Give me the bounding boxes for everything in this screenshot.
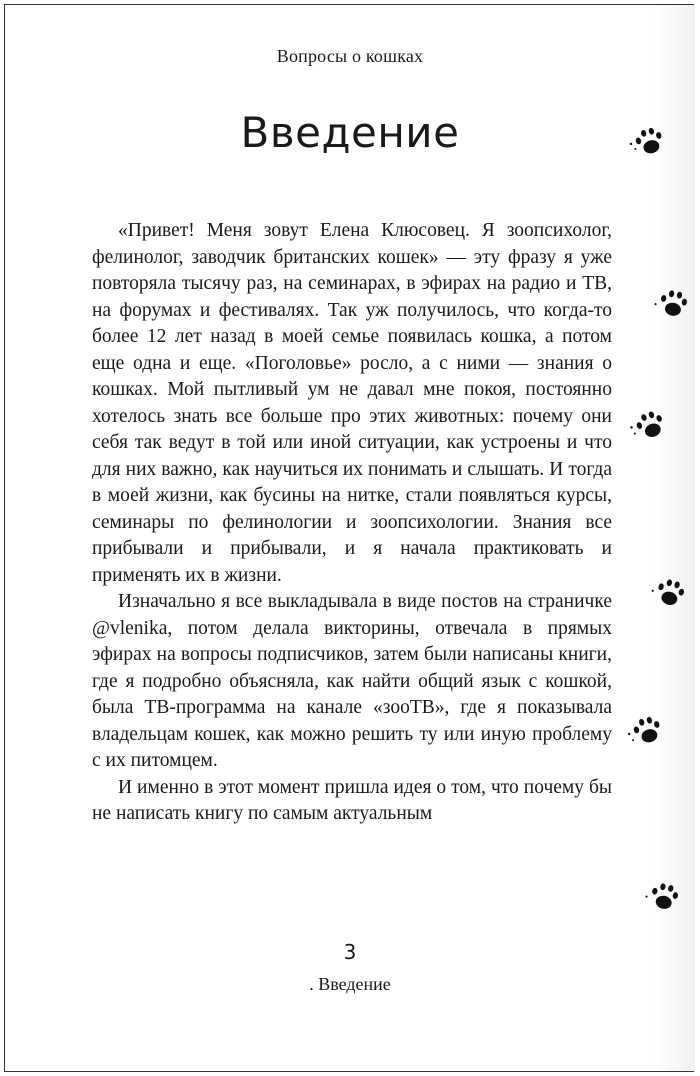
paw-print-icon <box>652 285 692 321</box>
paw-print-icon <box>643 878 683 914</box>
paragraph-1: «Привет! Меня зовут Елена Клюсовец. Я зоопсихолог, фелинолог, заводчик британских кошек» — эту фразу я уже повторяла тысячу раз, на семинарах, в эфирах на радио и ТВ, на форумах и фестивалях. Так уж получилось, что когда-то более 12 лет назад в моей семье появилась кошка, а потом еще одна и еще. «Поголовье» росло, а с ними — знания о кошках. Мой пытливый ум не давал мне покоя, постоянно хотелось знать все больше про этих животных: почему они себя так ведут в той или иной ситуации, как устроены и что для них важно, как научиться их понимать и слышать. И тогда в моей жизни, как бусины на нитке, стали появляться курсы, семинары по фелинологии и зоопсихологии. Знания все прибывали и прибывали, и я начала практиковать и применять их в жизни. <box>92 220 612 586</box>
paragraph-3: И именно в этот момент пришла идея о том, что почему бы не написать книгу по самым актуальным <box>92 776 612 824</box>
chapter-title: Введение <box>240 108 460 157</box>
paw-print-icon <box>624 713 664 749</box>
running-foot: . Введение <box>309 974 391 994</box>
paw-print-icon <box>626 124 666 160</box>
running-head: Вопросы о кошках <box>276 46 424 66</box>
body-text <box>92 218 612 828</box>
paw-print-icon <box>649 574 689 610</box>
page-number: 3 <box>343 940 357 964</box>
paragraph-2: Изначально я все выкладывала в виде постов на страничке @vlenika, потом делала викторины, отвечала в прямых эфирах на вопросы подписчиков, затем были написаны книги, где я подробно объясняла, как найти общий язык с кошкой, была ТВ-программа на канале «зооТВ», где я показывала владельцам кошек, как можно решить ту или иную проблему с их питомцем. <box>92 591 612 771</box>
paw-print-icon <box>627 408 667 444</box>
